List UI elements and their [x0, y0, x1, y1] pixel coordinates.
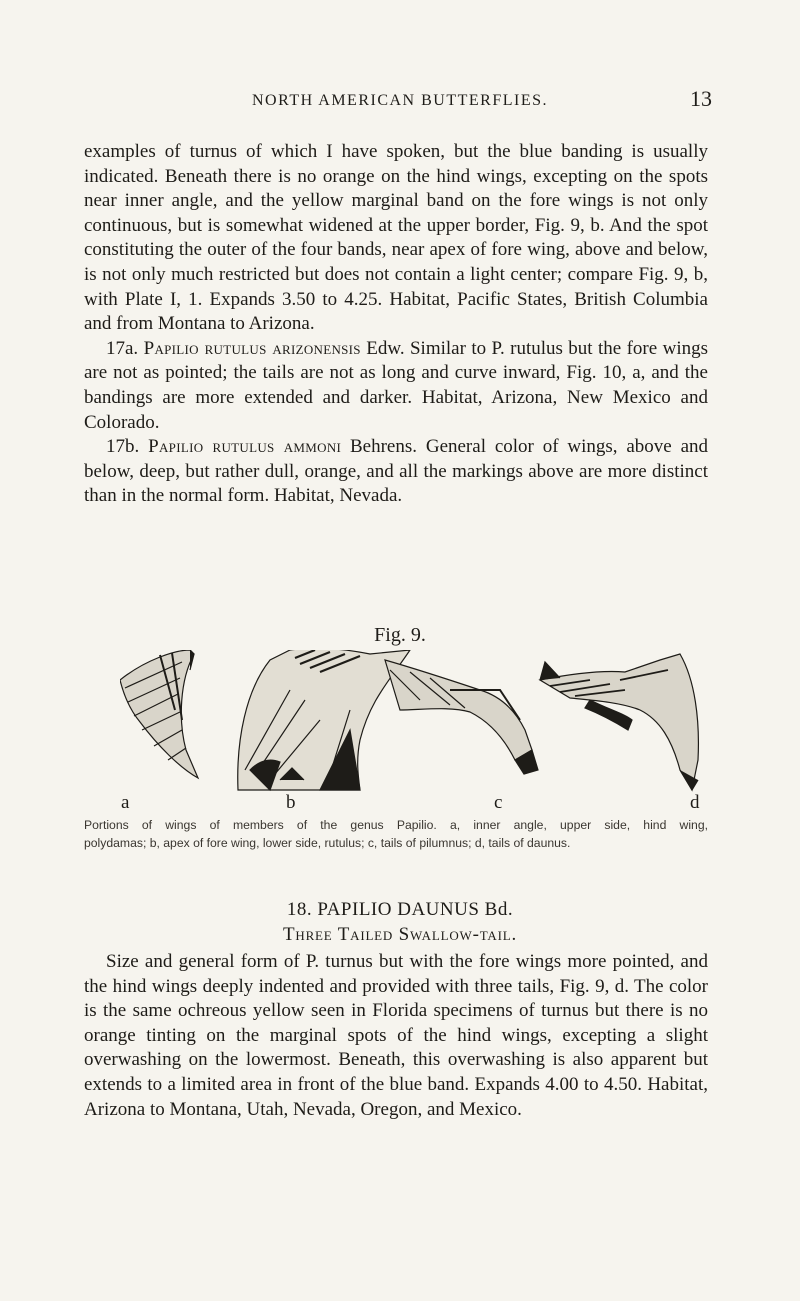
entry-number-17a: 17a. — [106, 337, 139, 359]
wing-d-illustration — [540, 654, 698, 790]
figure-caption-line-1: Portions of wings of members of the genus Papilio. a, inner angle, upper side, hind wing, — [84, 818, 708, 832]
figure-label-a: a — [121, 792, 130, 813]
figure-labels — [0, 792, 800, 816]
running-head: NORTH AMERICAN BUTTERFLIES. — [252, 92, 548, 109]
page-number: 13 — [690, 86, 712, 111]
text-block-lower — [84, 950, 708, 1122]
paragraph-turnus-continued: examples of turnus of which I have spoken, but the blue banding is usually indicated. Beneath there is no orange on the hind wings, excepting on the spots near inner angle, and the yellow marginal band on the fore wings is not only continuous, but is somewhat widened at the upper border, Fig. 9, b. And the spot constituting the outer of the four bands, near apex of fore wing, above and below, is not only much restricted but does not contain a light center; compare Fig. 9, b, with Plate I, 1. Expands 3.50 to 4.25. Habitat, Pacific States, British Columbia and from Montana to Arizona. — [84, 141, 708, 335]
entry-text-17a: Edw. Similar to P. rutulus but the fore wings are not as pointed; the tails are not as long and curve inward, Fig. 10, a, and the bandings are more extended and darker. Habitat, Arizona, New Mexico and Colorado. — [84, 337, 708, 433]
paragraph-17a — [84, 337, 708, 435]
figure-label-d: d — [690, 792, 700, 813]
entry-number-17b: 17b. — [106, 436, 140, 458]
wing-b-illustration — [238, 650, 410, 790]
figure-label-c: c — [494, 792, 503, 813]
figure-title: Fig. 9. — [374, 624, 426, 646]
figure-caption-line-2: polydamas; b, apex of fore wing, lower side, rutulus; c, tails of pilumnus; d, tails of daunus. — [84, 836, 571, 850]
species-heading-daunus: 18. PAPILIO DAUNUS Bd. — [286, 899, 514, 920]
text-block-upper — [84, 140, 708, 509]
species-name-17b: Papilio rutulus ammoni — [148, 436, 342, 458]
paragraph-daunus: Size and general form of P. turnus but with the fore wings more pointed, and the hind wings deeply indented and provided with three tails, Fig. 9, d. The color is the same ochreous yellow seen in Florida specimens of turnus but there is no orange tinting on the marginal spots of the hind wings, excepting a slight overwashing on the lowermost. Beneath, this overwashing is also apparent but extends to a limited area in front of the blue band. Expands 4.00 to 4.50. Habitat, Arizona to Montana, Utah, Nevada, Oregon, and Mexico. — [84, 951, 708, 1120]
wing-c-illustration — [385, 660, 538, 774]
figure-caption — [84, 816, 708, 852]
wing-a-illustration — [120, 650, 198, 778]
wing-illustrations — [120, 650, 700, 792]
figure-label-b: b — [286, 792, 296, 813]
species-name-17a: Papilio rutulus arizonensis — [143, 337, 361, 359]
entry-text-17b: Behrens. General color of wings, above and below, deep, but rather dull, orange, and all the markings above are more distinct than in the normal form. Habitat, Nevada. — [84, 436, 709, 507]
paragraph-17b — [84, 435, 708, 509]
species-common-name: Three Tailed Swallow-tail. — [282, 924, 518, 945]
